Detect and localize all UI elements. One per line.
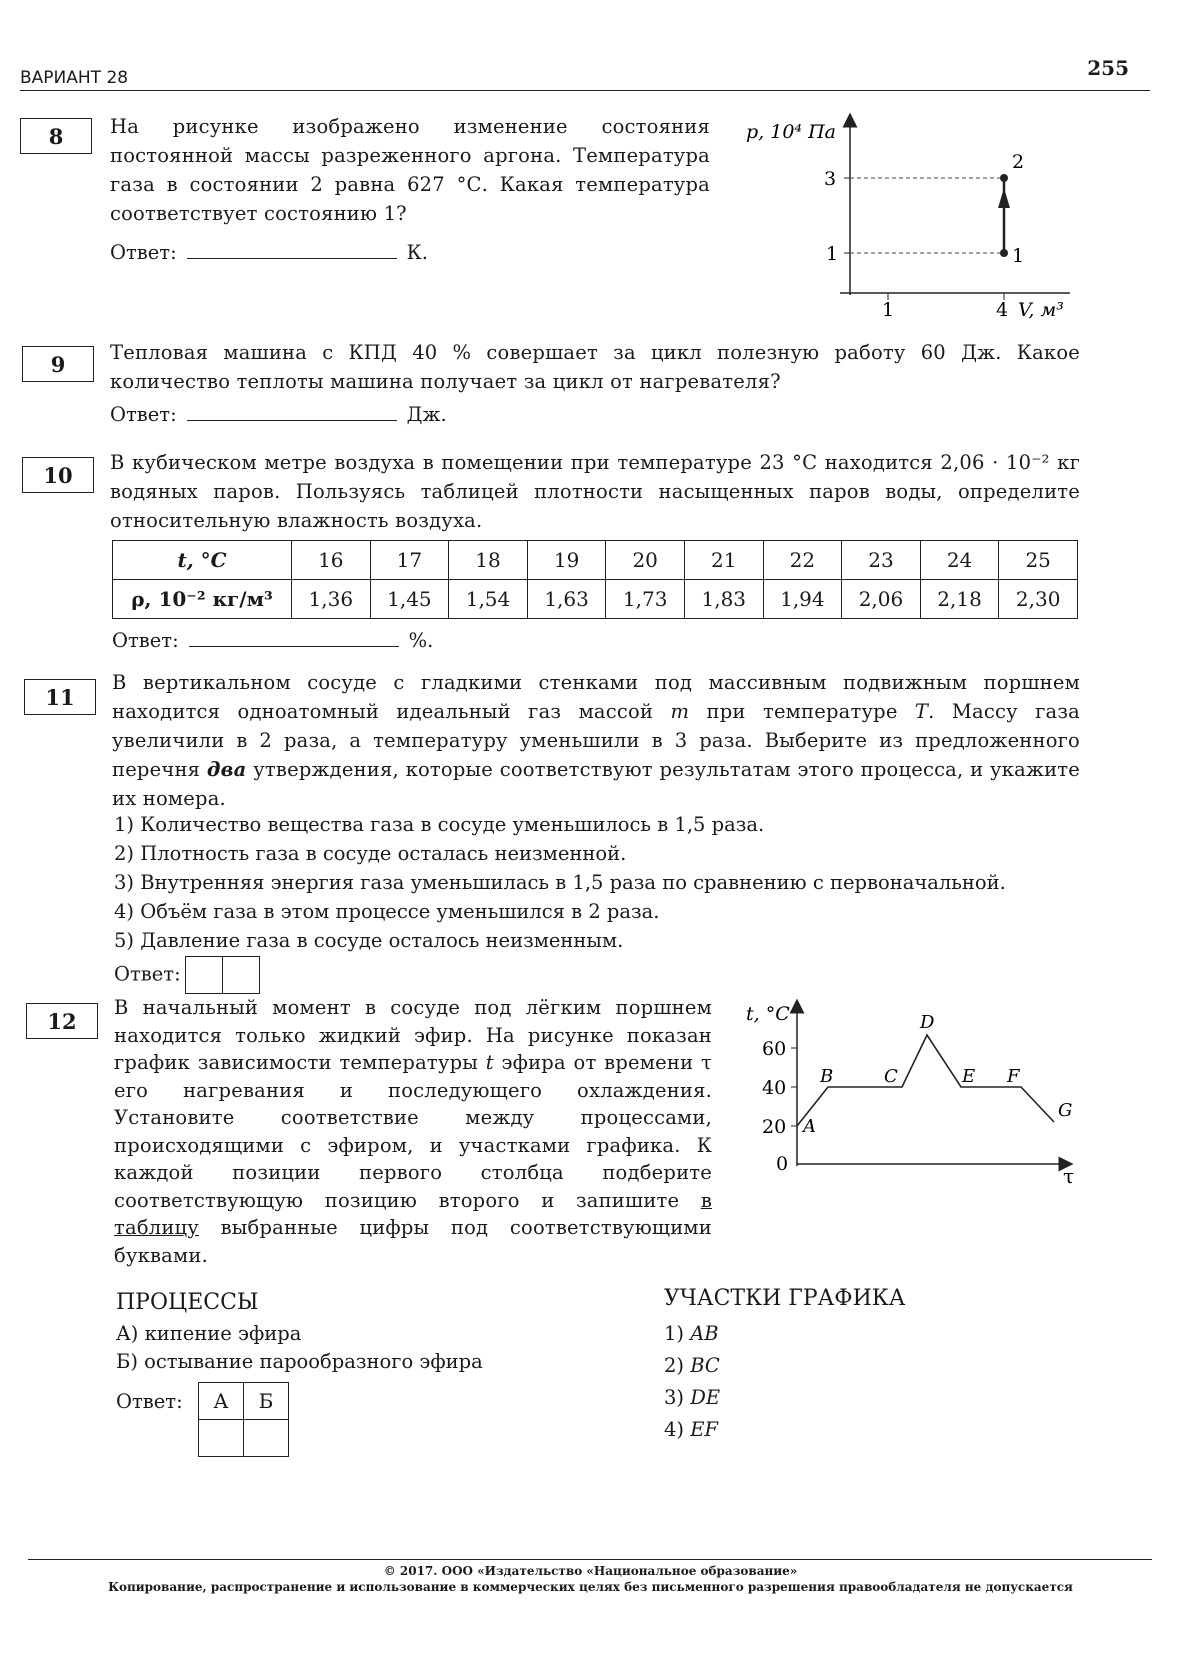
density-table-row-rho [113,580,1078,619]
segment-label: DE [690,1386,721,1409]
table-cell: 1,83 [684,580,763,619]
pv-x-tick-4: 4 [996,299,1009,321]
pv-label-1: 1 [1012,245,1025,267]
question-11-text-a: В вертикальном сосуде с гладкими стенками под массивным подвижным поршнем находится одноатомный идеальный газ массой [112,671,1080,723]
tt-label-D: D [920,1012,935,1033]
table-cell: 1,45 [370,580,449,619]
table-cell: 1,73 [606,580,685,619]
question-8-text: На рисунке изображено изменение состояния постоянной массы разреженного аргона. Температура газа в состоянии 2 равна 627 °С. Какая температура соответствует состоянию 1? [110,115,710,225]
answer-cell-a[interactable] [199,1420,244,1457]
question-12-text-a: В начальный момент в сосуде под лёгким поршнем находится только жидкий эфир. На рисунке показан график зависимости температуры [114,996,712,1074]
segment-num: 3) [664,1386,685,1409]
var-m: m [670,700,690,723]
pv-y-tick-1: 1 [826,243,839,265]
answer-cell-b[interactable] [244,1420,289,1457]
answer-unit: К. [406,241,428,264]
table-cell: 23 [842,541,921,580]
table-cell: 2,30 [999,580,1078,619]
pv-point-1 [1000,249,1008,257]
tt-label-G: G [1058,1100,1073,1121]
question-11-text-c: . Массу газа увеличили в 2 раза, а температуру уменьшили в 3 раза. Выберите из предложенного перечня [112,700,1081,781]
table-cell: 17 [370,541,449,580]
question-12-text-b: эфира от времени τ его нагревания и последующего охлаждения. Установите соответствие между процессами, происходящими с эфиром, и участками графика. К каждой позиции первого столбца подберите соответствующую позицию второго и запишите [114,1051,712,1212]
question-10-text: В кубическом метре воздуха в помещении при температуре 23 °С находится 2,06 · 10⁻² кг водяных паров. Пользуясь таблицей плотности насыщенных паров воды, определите относительную влажность воздуха. [110,451,1080,532]
question-10-number: 10 [22,457,94,493]
process-a: А) кипение эфира [116,1322,302,1345]
segment-label: EF [690,1418,718,1441]
answer-label: Ответ: [110,241,177,264]
question-9-number: 9 [22,346,94,382]
question-9-text: Тепловая машина с КПД 40 % совершает за цикл полезную работу 60 Дж. Какое количество теплоты машина получает за цикл от нагревателя? [110,341,1080,393]
question-11-text-d: утверждения, которые соответствуют результатам этого процесса, и укажите их номера. [112,758,1081,810]
answer-label: Ответ: [114,962,181,986]
table-cell: 1,94 [763,580,842,619]
table-cell: 21 [684,541,763,580]
question-12-number: 12 [26,1003,98,1039]
answer-unit: %. [408,629,434,652]
answer-field[interactable] [187,240,397,259]
segment-num: 4) [664,1418,685,1441]
pv-y-label: p, 10⁴ Па [746,121,836,143]
table-cell: 1,54 [449,580,528,619]
question-10-answer [112,628,433,652]
table-cell: 16 [292,541,371,580]
footer-notice: Копирование, распространение и использование в коммерческих целях без письменного разрешения правообладателя не допускается [108,1580,1073,1594]
temp-time-graph [740,998,1085,1198]
question-11-number: 11 [24,679,96,715]
tt-y-tick-40: 40 [762,1077,787,1099]
option-2: 2) Плотность газа в сосуде осталась неизменной. [114,842,627,865]
question-11-text-b: при температуре [706,700,898,723]
option-1: 1) Количество вещества газа в сосуде уменьшилось в 1,5 раза. [114,813,765,836]
question-9-answer [110,402,447,426]
pv-x-tick-1: 1 [882,299,895,321]
answer-col-b: Б [244,1383,289,1420]
table-cell: 24 [920,541,999,580]
pv-point-2 [1000,174,1008,182]
table-cell: 1,63 [527,580,606,619]
var-t: t [485,1051,494,1074]
footer-divider [28,1559,1152,1560]
option-4: 4) Объём газа в этом процессе уменьшился в 2 раза. [114,900,660,923]
answer-cell-1[interactable] [185,956,223,994]
density-table [112,540,1078,619]
density-table-row-t [113,541,1078,580]
tt-y-label: t, °С [746,1003,790,1025]
footer-copyright: © 2017. ООО «Издательство «Национальное образование» [383,1564,798,1578]
table-cell: 20 [606,541,685,580]
segment-4 [664,1414,718,1445]
table-cell: 22 [763,541,842,580]
question-11-options [114,810,1082,955]
tt-label-E: E [962,1066,976,1087]
pv-label-2: 2 [1012,151,1025,173]
answer-field[interactable] [187,402,397,421]
question-8-answer [110,240,428,264]
question-11-text [112,668,1080,813]
segment-label: AB [690,1322,719,1345]
option-3: 3) Внутренняя энергия газа уменьшилась в 1,5 раза по сравнению с первоначальной. [114,871,1006,894]
segment-num: 1) [664,1322,685,1345]
question-12-answer-table [198,1382,289,1457]
pv-graph [740,110,1085,325]
tt-label-B: B [820,1066,834,1087]
answer-col-a: А [199,1383,244,1420]
table-cell: 1,36 [292,580,371,619]
question-12-text [114,994,712,1269]
question-11-answer [114,956,260,994]
table-cell: 18 [449,541,528,580]
underlined-in-table: в таблицу [114,1188,712,1239]
question-12-answer-label: Ответ: [116,1390,183,1413]
segment-1 [664,1318,719,1349]
table-cell-header: t, °С [113,541,292,580]
pv-x-label: V, м³ [1018,299,1064,321]
question-12-text-c: выбранные цифры под соответствующими буквами. [114,1216,713,1267]
segments-heading: УЧАСТКИ ГРАФИКА [664,1286,906,1311]
answer-cells [187,956,260,994]
segment-2 [664,1350,720,1381]
answer-cell-2[interactable] [222,956,260,994]
var-T: T [914,700,929,723]
tt-label-C: C [884,1066,898,1087]
table-cell: 25 [999,541,1078,580]
question-8-number: 8 [20,118,92,154]
table-cell-header: ρ, 10⁻² кг/м³ [113,580,292,619]
process-b: Б) остывание парообразного эфира [116,1350,483,1373]
variant-title: ВАРИАНТ 28 [20,68,129,88]
pv-y-tick-3: 3 [824,168,837,190]
tt-label-F: F [1007,1066,1020,1087]
tt-y-tick-0: 0 [776,1153,789,1175]
tt-y-tick-20: 20 [762,1116,787,1138]
tt-x-label: τ [1063,1164,1075,1188]
option-5: 5) Давление газа в сосуде осталось неизменным. [114,929,624,952]
answer-label: Ответ: [112,629,179,652]
pv-process-arrow [998,188,1010,208]
answer-unit: Дж. [406,403,447,426]
processes-heading: ПРОЦЕССЫ [116,1290,259,1315]
table-cell: 2,18 [920,580,999,619]
header-divider [20,90,1150,91]
segment-label: BC [690,1354,720,1377]
table-cell: 2,06 [842,580,921,619]
page-number: 255 [1087,56,1129,80]
answer-label: Ответ: [110,403,177,426]
segment-num: 2) [664,1354,685,1377]
tt-label-A: A [803,1116,816,1137]
table-cell: 19 [527,541,606,580]
segment-3 [664,1382,720,1413]
answer-field[interactable] [189,628,399,647]
emphasis-two: два [206,758,247,781]
tt-y-tick-60: 60 [762,1038,787,1060]
